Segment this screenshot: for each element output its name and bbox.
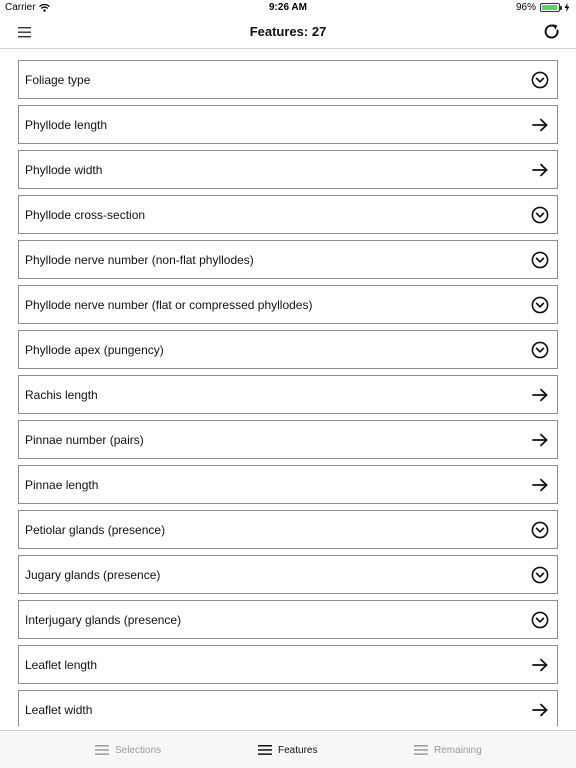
feature-row[interactable] (18, 150, 558, 189)
feature-row[interactable] (18, 330, 558, 369)
tab-features-label: Features (278, 744, 318, 756)
feature-label: Phyllode width (25, 163, 103, 177)
chevron-down-circle-icon (531, 251, 549, 269)
feature-list (18, 60, 558, 726)
feature-row[interactable] (18, 600, 558, 639)
feature-label: Phyllode nerve number (flat or compressed phyllodes) (25, 298, 313, 312)
chevron-down-circle-icon (531, 611, 549, 629)
feature-row[interactable] (18, 555, 558, 594)
feature-row[interactable] (18, 375, 558, 414)
list-icon (414, 745, 428, 755)
battery-percent: 96% (515, 2, 536, 13)
feature-label: Pinnae length (25, 478, 99, 492)
charging-bolt-icon (564, 3, 570, 12)
battery-icon (540, 3, 560, 12)
feature-row[interactable] (18, 195, 558, 234)
feature-row[interactable] (18, 60, 558, 99)
feature-row[interactable] (18, 240, 558, 279)
arrow-right-icon (531, 476, 549, 494)
refresh-button[interactable] (542, 22, 562, 42)
feature-label: Leaflet width (25, 703, 93, 717)
battery-info (516, 2, 570, 13)
status-time: 9:26 AM (269, 2, 307, 13)
feature-label: Leaflet length (25, 658, 98, 672)
arrow-right-icon (531, 116, 549, 134)
feature-label: Interjugary glands (presence) (25, 613, 182, 627)
arrow-right-icon (531, 656, 549, 674)
chevron-down-circle-icon (531, 521, 549, 539)
arrow-right-icon (531, 161, 549, 179)
arrow-right-icon (531, 386, 549, 404)
feature-label: Petiolar glands (presence) (25, 523, 166, 537)
page-title: Features: 27 (249, 24, 327, 39)
tab-features[interactable] (258, 731, 317, 768)
chevron-down-circle-icon (531, 206, 549, 224)
feature-row[interactable] (18, 510, 558, 549)
feature-label: Rachis length (25, 388, 98, 402)
chevron-down-circle-icon (531, 296, 549, 314)
tab-selections[interactable] (95, 731, 161, 768)
tab-remaining[interactable] (414, 731, 482, 768)
list-icon (258, 745, 272, 755)
feature-row[interactable] (18, 285, 558, 324)
feature-label: Phyllode nerve number (non-flat phyllodes) (25, 253, 254, 267)
feature-row[interactable] (18, 645, 558, 684)
refresh-icon (542, 22, 562, 42)
feature-row[interactable] (18, 105, 558, 144)
feature-label: Phyllode apex (pungency) (25, 343, 164, 357)
feature-row[interactable] (18, 690, 558, 726)
tab-bar (0, 730, 576, 768)
carrier-label: Carrier (5, 2, 36, 13)
arrow-right-icon (531, 701, 549, 719)
chevron-down-circle-icon (531, 71, 549, 89)
chevron-down-circle-icon (531, 566, 549, 584)
feature-label: Foliage type (25, 73, 91, 87)
feature-label: Phyllode length (25, 118, 108, 132)
arrow-right-icon (531, 431, 549, 449)
feature-row[interactable] (18, 420, 558, 459)
feature-label: Pinnae number (pairs) (25, 433, 144, 447)
status-bar (0, 0, 576, 16)
nav-bar (0, 16, 576, 49)
tab-remaining-label: Remaining (434, 744, 482, 756)
feature-label: Jugary glands (presence) (25, 568, 161, 582)
list-icon (95, 745, 109, 755)
tab-selections-label: Selections (115, 744, 162, 756)
feature-label: Phyllode cross-section (25, 208, 146, 222)
feature-row[interactable] (18, 465, 558, 504)
chevron-down-circle-icon (531, 341, 549, 359)
